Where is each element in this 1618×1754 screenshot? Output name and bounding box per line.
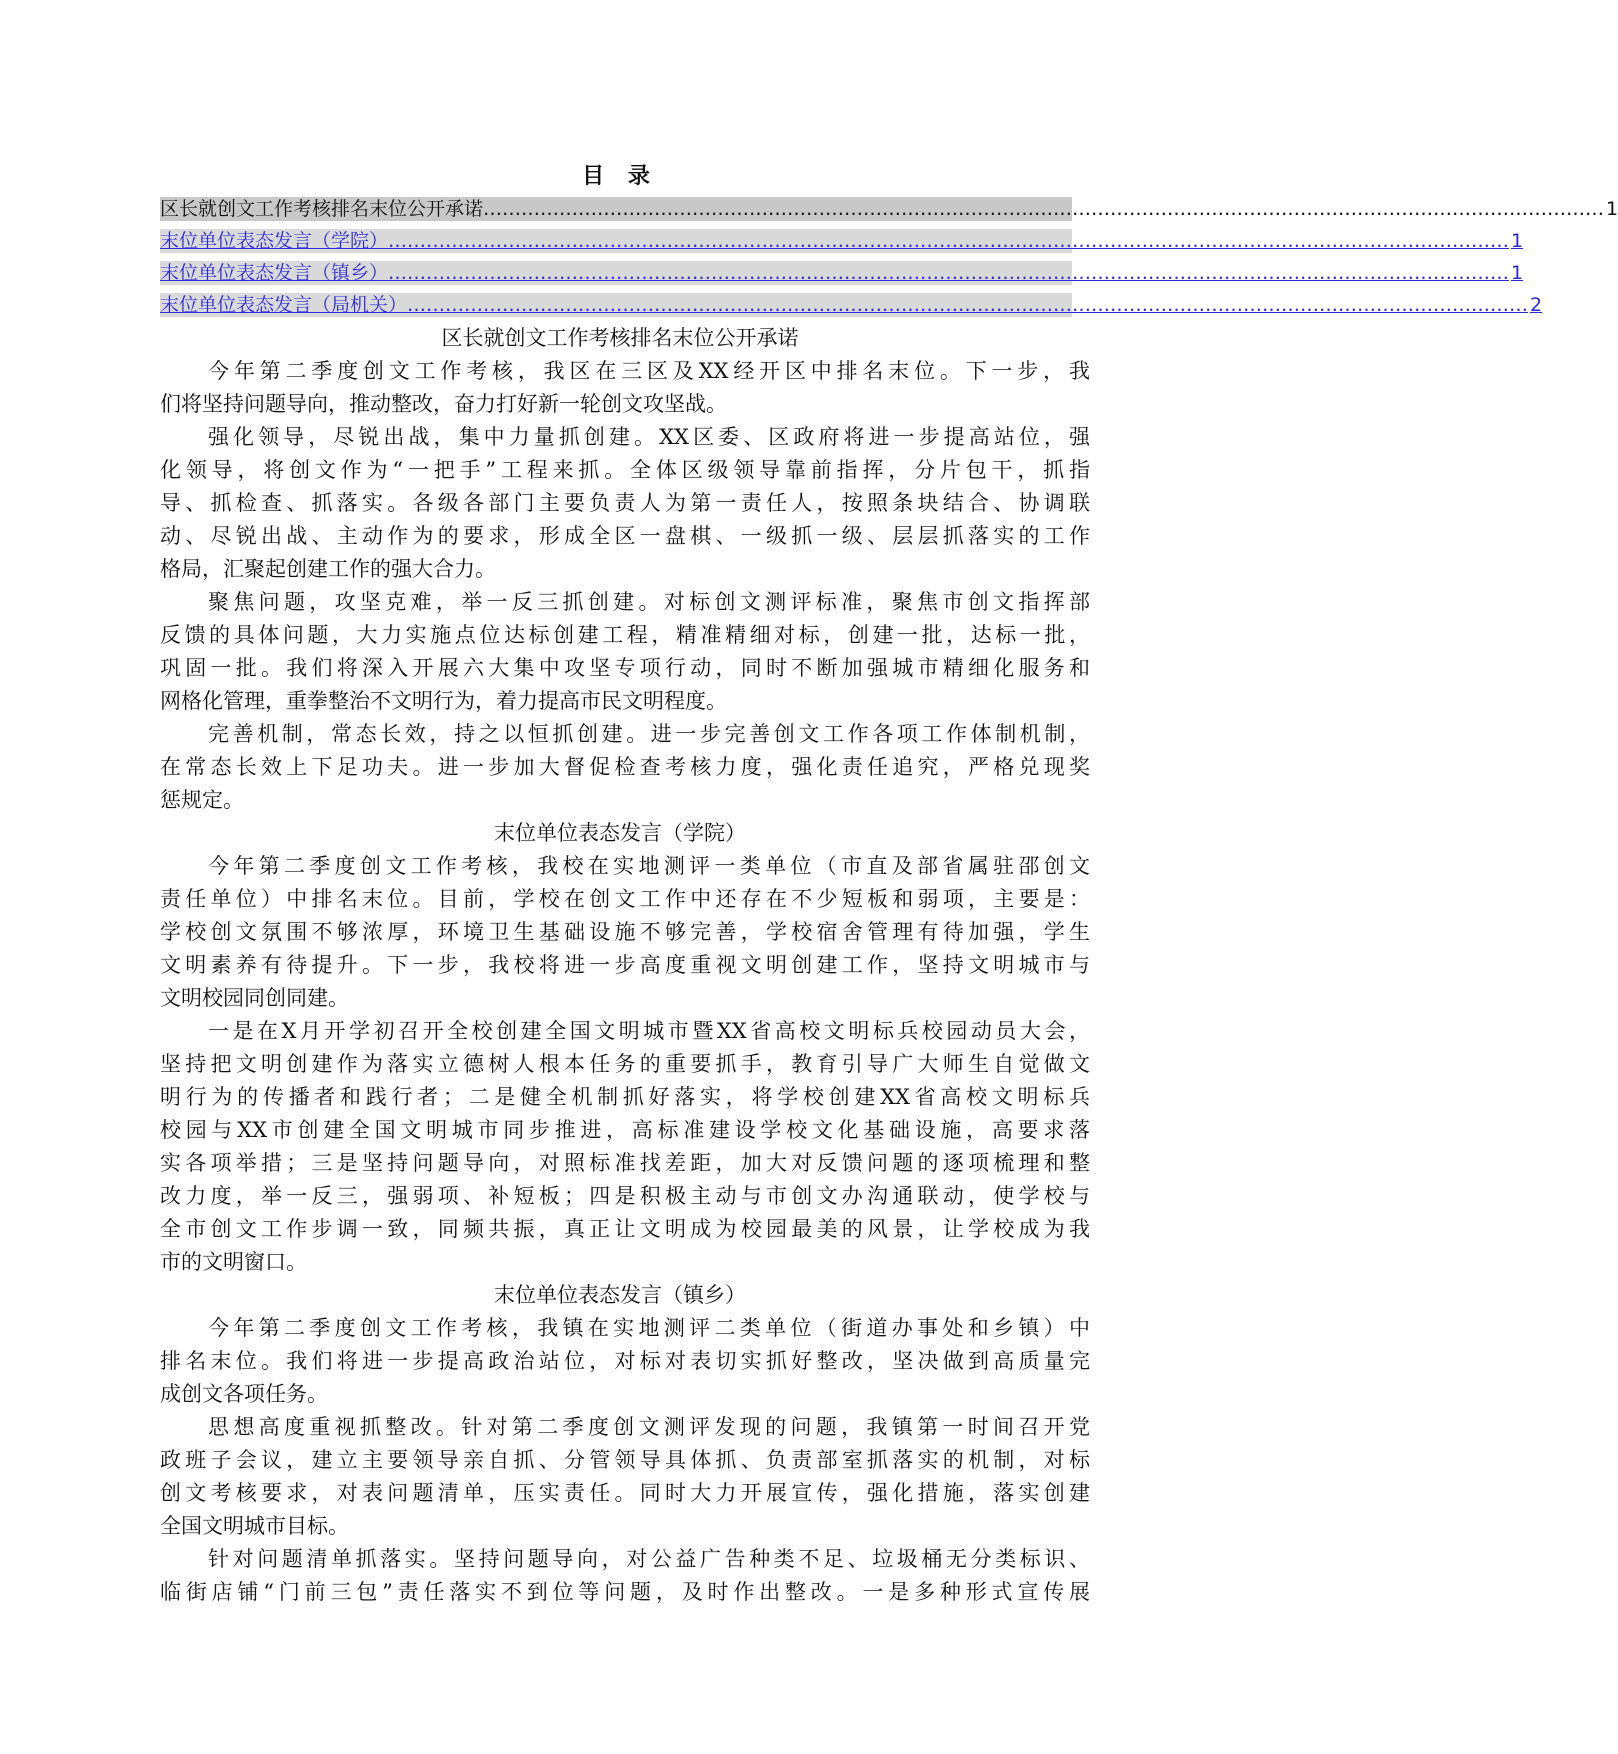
- paragraph-line: 格局，汇聚起创建工作的强大合力。: [160, 557, 496, 581]
- paragraph-line: 强化领导，尽锐出战，集中力量抓创建。XX区委、区政府将进一步提高站位，强: [208, 425, 1090, 449]
- paragraph-line: 坚持把文明创建作为落实立德树人根本任务的重要抓手，教育引导广大师生自觉做文: [160, 1052, 1090, 1076]
- paragraph-line: 动、尽锐出战、主动作为的要求，形成全区一盘棋、一级抓一级、层层抓落实的工作: [160, 524, 1090, 548]
- paragraph-line: 政班子会议，建立主要领导亲自抓、分管领导具体抓、负责部室抓落实的机制，对标: [160, 1448, 1090, 1472]
- paragraph-line: 临街店铺“门前三包”责任落实不到位等问题，及时作出整改。一是多种形式宣传展: [160, 1580, 1090, 1604]
- paragraph-line: 化领导，将创文作为“一把手”工程来抓。全体区级领导靠前指挥，分片包干，抓指: [160, 458, 1090, 482]
- paragraph-line: 思想高度重视抓整改。针对第二季度创文测评发现的问题，我镇第一时间召开党: [208, 1415, 1090, 1439]
- paragraph-line: 创文考核要求，对表问题清单，压实责任。同时大力开展宣传，强化措施，落实创建: [160, 1481, 1090, 1505]
- toc-leader-dots: ……………………………………………………………………………………………………………………………………………………………: [388, 230, 1510, 252]
- paragraph-line: 针对问题清单抓落实。坚持问题导向，对公益广告种类不足、垃圾桶无分类标识、: [208, 1547, 1090, 1571]
- paragraph-line: 在常态长效上下足功夫。进一步加大督促检查考核力度，强化责任追究，严格兑现奖: [160, 755, 1090, 779]
- paragraph-line: 们将坚持问题导向，推动整改，奋力打好新一轮创文攻坚战。: [160, 392, 727, 416]
- paragraph-line: 今年第二季度创文工作考核，我校在实地测评一类单位（市直及部省属驻邵创文: [208, 854, 1090, 878]
- paragraph-line: 完善机制，常态长效，持之以恒抓创建。进一步完善创文工作各项工作体制机制，: [208, 722, 1090, 746]
- toc-entry-page: 2: [1530, 294, 1543, 316]
- paragraph-line: 全市创文工作步调一致，同频共振，真正让文明成为校园最美的风景，让学校成为我: [160, 1217, 1090, 1241]
- paragraph-line: 反馈的具体问题，大力实施点位达标创建工程，精准精细对标，创建一批，达标一批，: [160, 623, 1090, 647]
- paragraph-line: 惩规定。: [160, 788, 244, 812]
- section-heading: 末位单位表态发言（镇乡）: [494, 1283, 746, 1307]
- paragraph-line: 今年第二季度创文工作考核，我区在三区及XX经开区中排名末位。下一步，我: [208, 359, 1090, 383]
- toc-entry-1[interactable]: [160, 197, 1618, 221]
- paragraph-line: 网格化管理，重拳整治不文明行为，着力提高市民文明程度。: [160, 689, 727, 713]
- paragraph-line: 市的文明窗口。: [160, 1250, 307, 1274]
- toc-entry-2[interactable]: [160, 229, 1524, 253]
- paragraph-line: 校园与XX市创建全国文明城市同步推进，高标准建设学校文化基础设施，高要求落: [160, 1118, 1090, 1142]
- toc-leader-dots: ……………………………………………………………………………………………………………………………………………………………: [483, 198, 1605, 220]
- toc-entry-label: 末位单位表态发言（局机关）: [160, 294, 408, 316]
- toc-entry-label: 末位单位表态发言（镇乡）: [160, 262, 389, 284]
- toc-entry-page: 1: [1511, 262, 1524, 284]
- paragraph-line: 明行为的传播者和践行者；二是健全机制抓好落实，将学校创建XX省高校文明标兵: [160, 1085, 1090, 1109]
- toc-entry-label: 末位单位表态发言（学院）: [160, 230, 389, 252]
- paragraph-line: 全国文明城市目标。: [160, 1514, 349, 1538]
- section-heading: 末位单位表态发言（学院）: [494, 821, 746, 845]
- section-heading: 区长就创文工作考核排名末位公开承诺: [441, 326, 799, 350]
- paragraph-line: 文明校园同创同建。: [160, 986, 349, 1010]
- paragraph-line: 文明素养有待提升。下一步，我校将进一步高度重视文明创建工作，坚持文明城市与: [160, 953, 1090, 977]
- paragraph-line: 巩固一批。我们将深入开展六大集中攻坚专项行动，同时不断加强城市精细化服务和: [160, 656, 1090, 680]
- paragraph-line: 改力度，举一反三，强弱项、补短板；四是积极主动与市创文办沟通联动，使学校与: [160, 1184, 1090, 1208]
- toc-entry-page: 1: [1606, 198, 1618, 220]
- paragraph-line: 责任单位）中排名末位。目前，学校在创文工作中还存在不少短板和弱项，主要是：: [160, 887, 1090, 911]
- toc-entry-label: 区长就创文工作考核排名末位公开承诺: [160, 198, 484, 220]
- paragraph-line: 成创文各项任务。: [160, 1382, 328, 1406]
- paragraph-line: 学校创文氛围不够浓厚，环境卫生基础设施不够完善，学校宿舍管理有待加强，学生: [160, 920, 1090, 944]
- toc-title: 目 录: [582, 164, 658, 189]
- toc-leader-dots: ……………………………………………………………………………………………………………………………………………………………: [407, 294, 1529, 316]
- paragraph-line: 聚焦问题，攻坚克难，举一反三抓创建。对标创文测评标准，聚焦市创文指挥部: [208, 590, 1090, 614]
- paragraph-line: 实各项举措；三是坚持问题导向，对照标准找差距，加大对反馈问题的逐项梳理和整: [160, 1151, 1090, 1175]
- toc-entry-4[interactable]: [160, 293, 1543, 317]
- paragraph-line: 导、抓检查、抓落实。各级各部门主要负责人为第一责任人，按照条块结合、协调联: [160, 491, 1090, 515]
- paragraph-line: 今年第二季度创文工作考核，我镇在实地测评二类单位（街道办事处和乡镇）中: [208, 1316, 1090, 1340]
- toc-leader-dots: ……………………………………………………………………………………………………………………………………………………………: [388, 262, 1510, 284]
- paragraph-line: 排名末位。我们将进一步提高政治站位，对标对表切实抓好整改，坚决做到高质量完: [160, 1349, 1090, 1373]
- paragraph-line: 一是在X月开学初召开全校创建全国文明城市暨XX省高校文明标兵校园动员大会，: [208, 1019, 1090, 1043]
- toc-entry-3[interactable]: [160, 261, 1524, 285]
- toc-entry-page: 1: [1511, 230, 1524, 252]
